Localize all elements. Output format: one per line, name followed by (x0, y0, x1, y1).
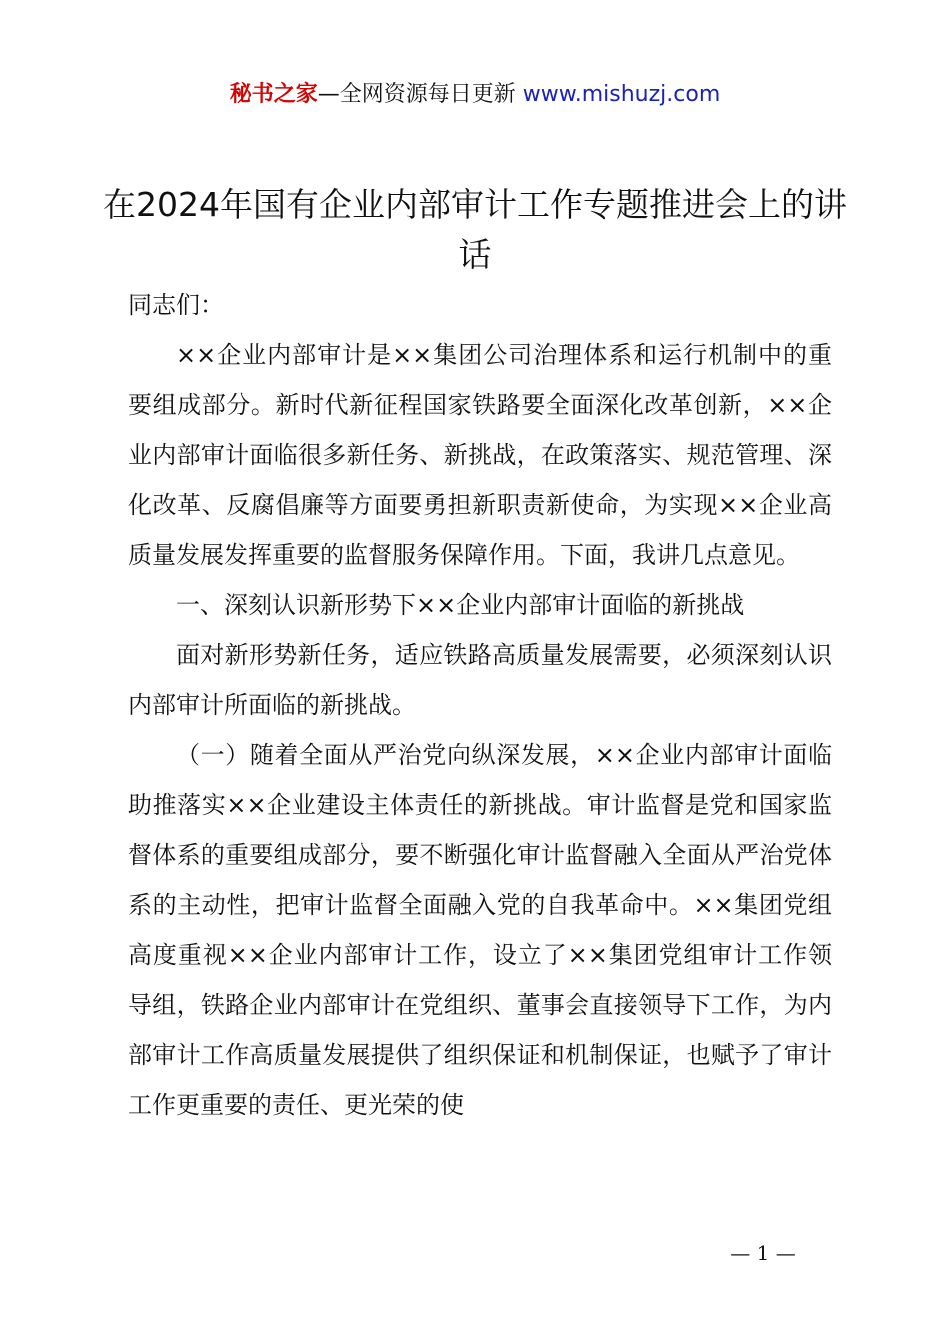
salutation: 同志们： (128, 291, 224, 319)
document-title: 在2024年国有企业内部审计工作专题推进会上的讲话 (103, 185, 847, 274)
site-url-link[interactable]: www.mishuzj.com (522, 82, 721, 107)
paragraph-intro: ××企业内部审计是××集团公司治理体系和运行机制中的重要组成部分。新时代新征程国家铁路要全面深化改革创新，××企业内部审计面临很多新任务、新挑战，在政策落实、规范管理、深化改革、反腐倡廉等方面要勇担新职责新使命，为实现××企业高质量发展发挥重要的监督服务保障作用。下面，我讲几点意见。 (128, 341, 832, 569)
paragraph-subsection-1: （一）随着全面从严治党向纵深发展，××企业内部审计面临助推落实××企业建设主体责任的新挑战。审计监督是党和国家监督体系的重要组成部分，要不断强化审计监督融入全面从严治党体系的主动性，把审计监督全面融入党的自我革命中。××集团党组高度重视××企业内部审计工作，设立了××集团党组审计工作领导组，铁路企业内部审计在党组织、董事会直接领导下工作，为内部审计工作高质量发展提供了组织保证和机制保证，也赋予了审计工作更重要的责任、更光荣的使 (128, 741, 832, 1119)
site-header (0, 78, 950, 112)
paragraph-section-1-lead: 面对新形势新任务，适应铁路高质量发展需要，必须深刻认识内部审计所面临的新挑战。 (128, 641, 832, 719)
document-body (128, 280, 832, 1130)
page-number: — 1 — (730, 1241, 796, 1265)
section-heading-1: 一、深刻认识新形势下××企业内部审计面临的新挑战 (176, 591, 745, 619)
site-tagline: —全网资源每日更新 (317, 82, 523, 107)
site-brand: 秘书之家 (229, 82, 318, 107)
